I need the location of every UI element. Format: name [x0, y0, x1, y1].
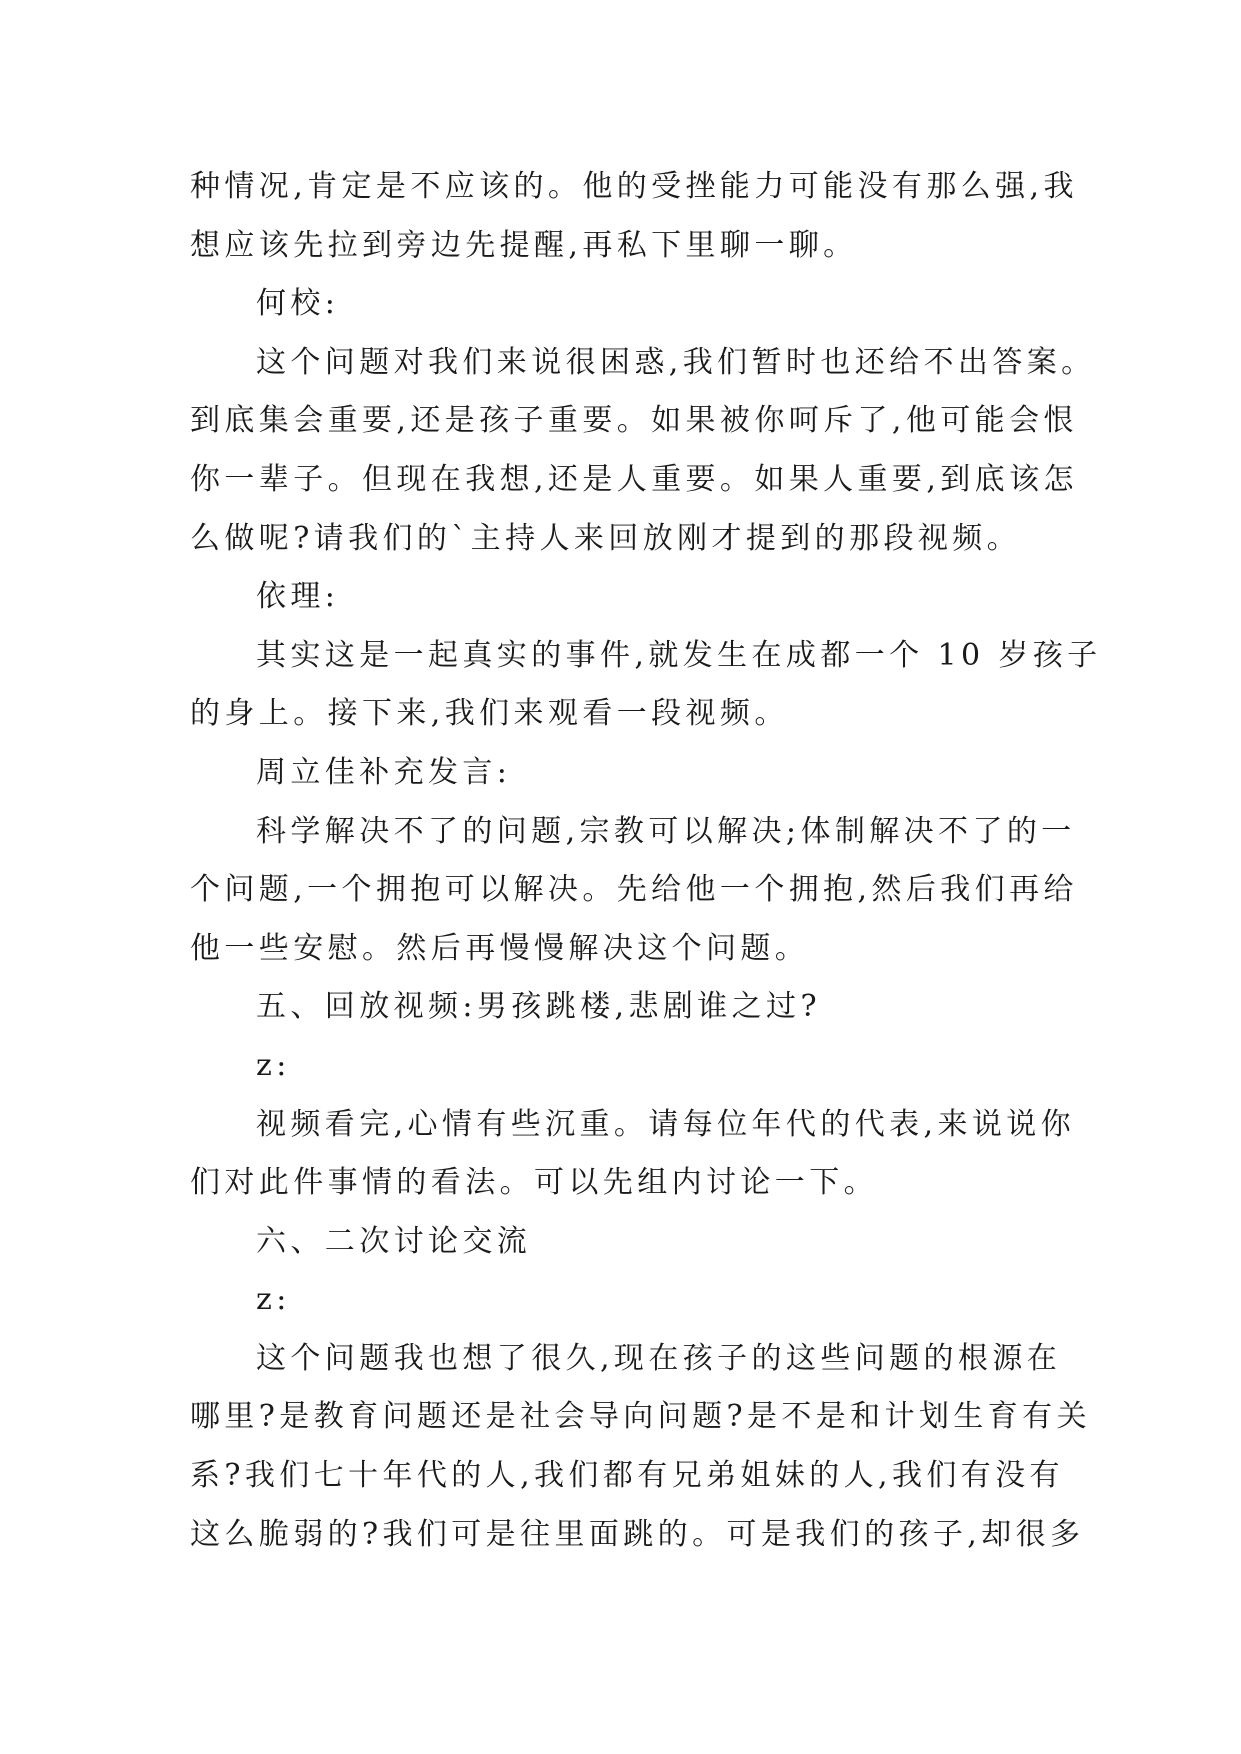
text-line: 这个问题我也想了很久,现在孩子的这些问题的根源在 [256, 1340, 1062, 1376]
text-line: 你一辈子。但现在我想,还是人重要。如果人重要,到底该怎 [190, 461, 1078, 497]
text-line: 种情况,肯定是不应该的。他的受挫能力可能没有那么强,我 [190, 169, 1078, 204]
text-line: 个问题,一个拥抱可以解决。先给他一个拥抱,然后我们再给 [190, 872, 1078, 908]
text-line: 想应该先拉到旁边先提醒,再私下里聊一聊。 [190, 227, 858, 263]
text-line: 科学解决不了的问题,宗教可以解决;体制解决不了的一 [256, 813, 1076, 849]
text-line: 他一些安慰。然后再慢慢解决这个问题。 [190, 930, 810, 966]
text-line: z: [256, 1047, 291, 1083]
document-page [190, 158, 1102, 1564]
text-line: 们对此件事情的看法。可以先组内讨论一下。 [190, 1165, 878, 1201]
text-line: z: [256, 1282, 291, 1318]
text-line: 周立佳补充发言: [256, 754, 512, 790]
text-line: 系?我们七十年代的人,我们都有兄弟姐妹的人,我们有没有 [190, 1458, 1064, 1494]
text-line: 这么脆弱的?我们可是往里面跳的。可是我们的孩子,却很多 [190, 1516, 1085, 1552]
text-line: 何校: [256, 286, 340, 322]
text-line: 五、回放视频:男孩跳楼,悲剧谁之过? [256, 989, 821, 1025]
text-line: 到底集会重要,还是孩子重要。如果被你呵斥了,他可能会恨 [190, 403, 1078, 439]
text-line: 六、二次讨论交流 [256, 1223, 532, 1259]
text-line: 视频看完,心情有些沉重。请每位年代的代表,来说说你 [256, 1106, 1076, 1142]
text-line: 哪里?是教育问题还是社会导向问题?是不是和计划生育有关 [190, 1399, 1091, 1435]
text-line: 这个问题对我们来说很困惑,我们暂时也还给不出答案。 [256, 344, 1096, 380]
text-line: 的身上。接下来,我们来观看一段视频。 [190, 696, 789, 732]
text-line: 么做呢?请我们的`主持人来回放刚才提到的那段视频。 [190, 520, 1022, 556]
text-line: 依理: [256, 579, 340, 615]
text-line: 其实这是一起真实的事件,就发生在成都一个 10 岁孩子 [256, 637, 1102, 673]
